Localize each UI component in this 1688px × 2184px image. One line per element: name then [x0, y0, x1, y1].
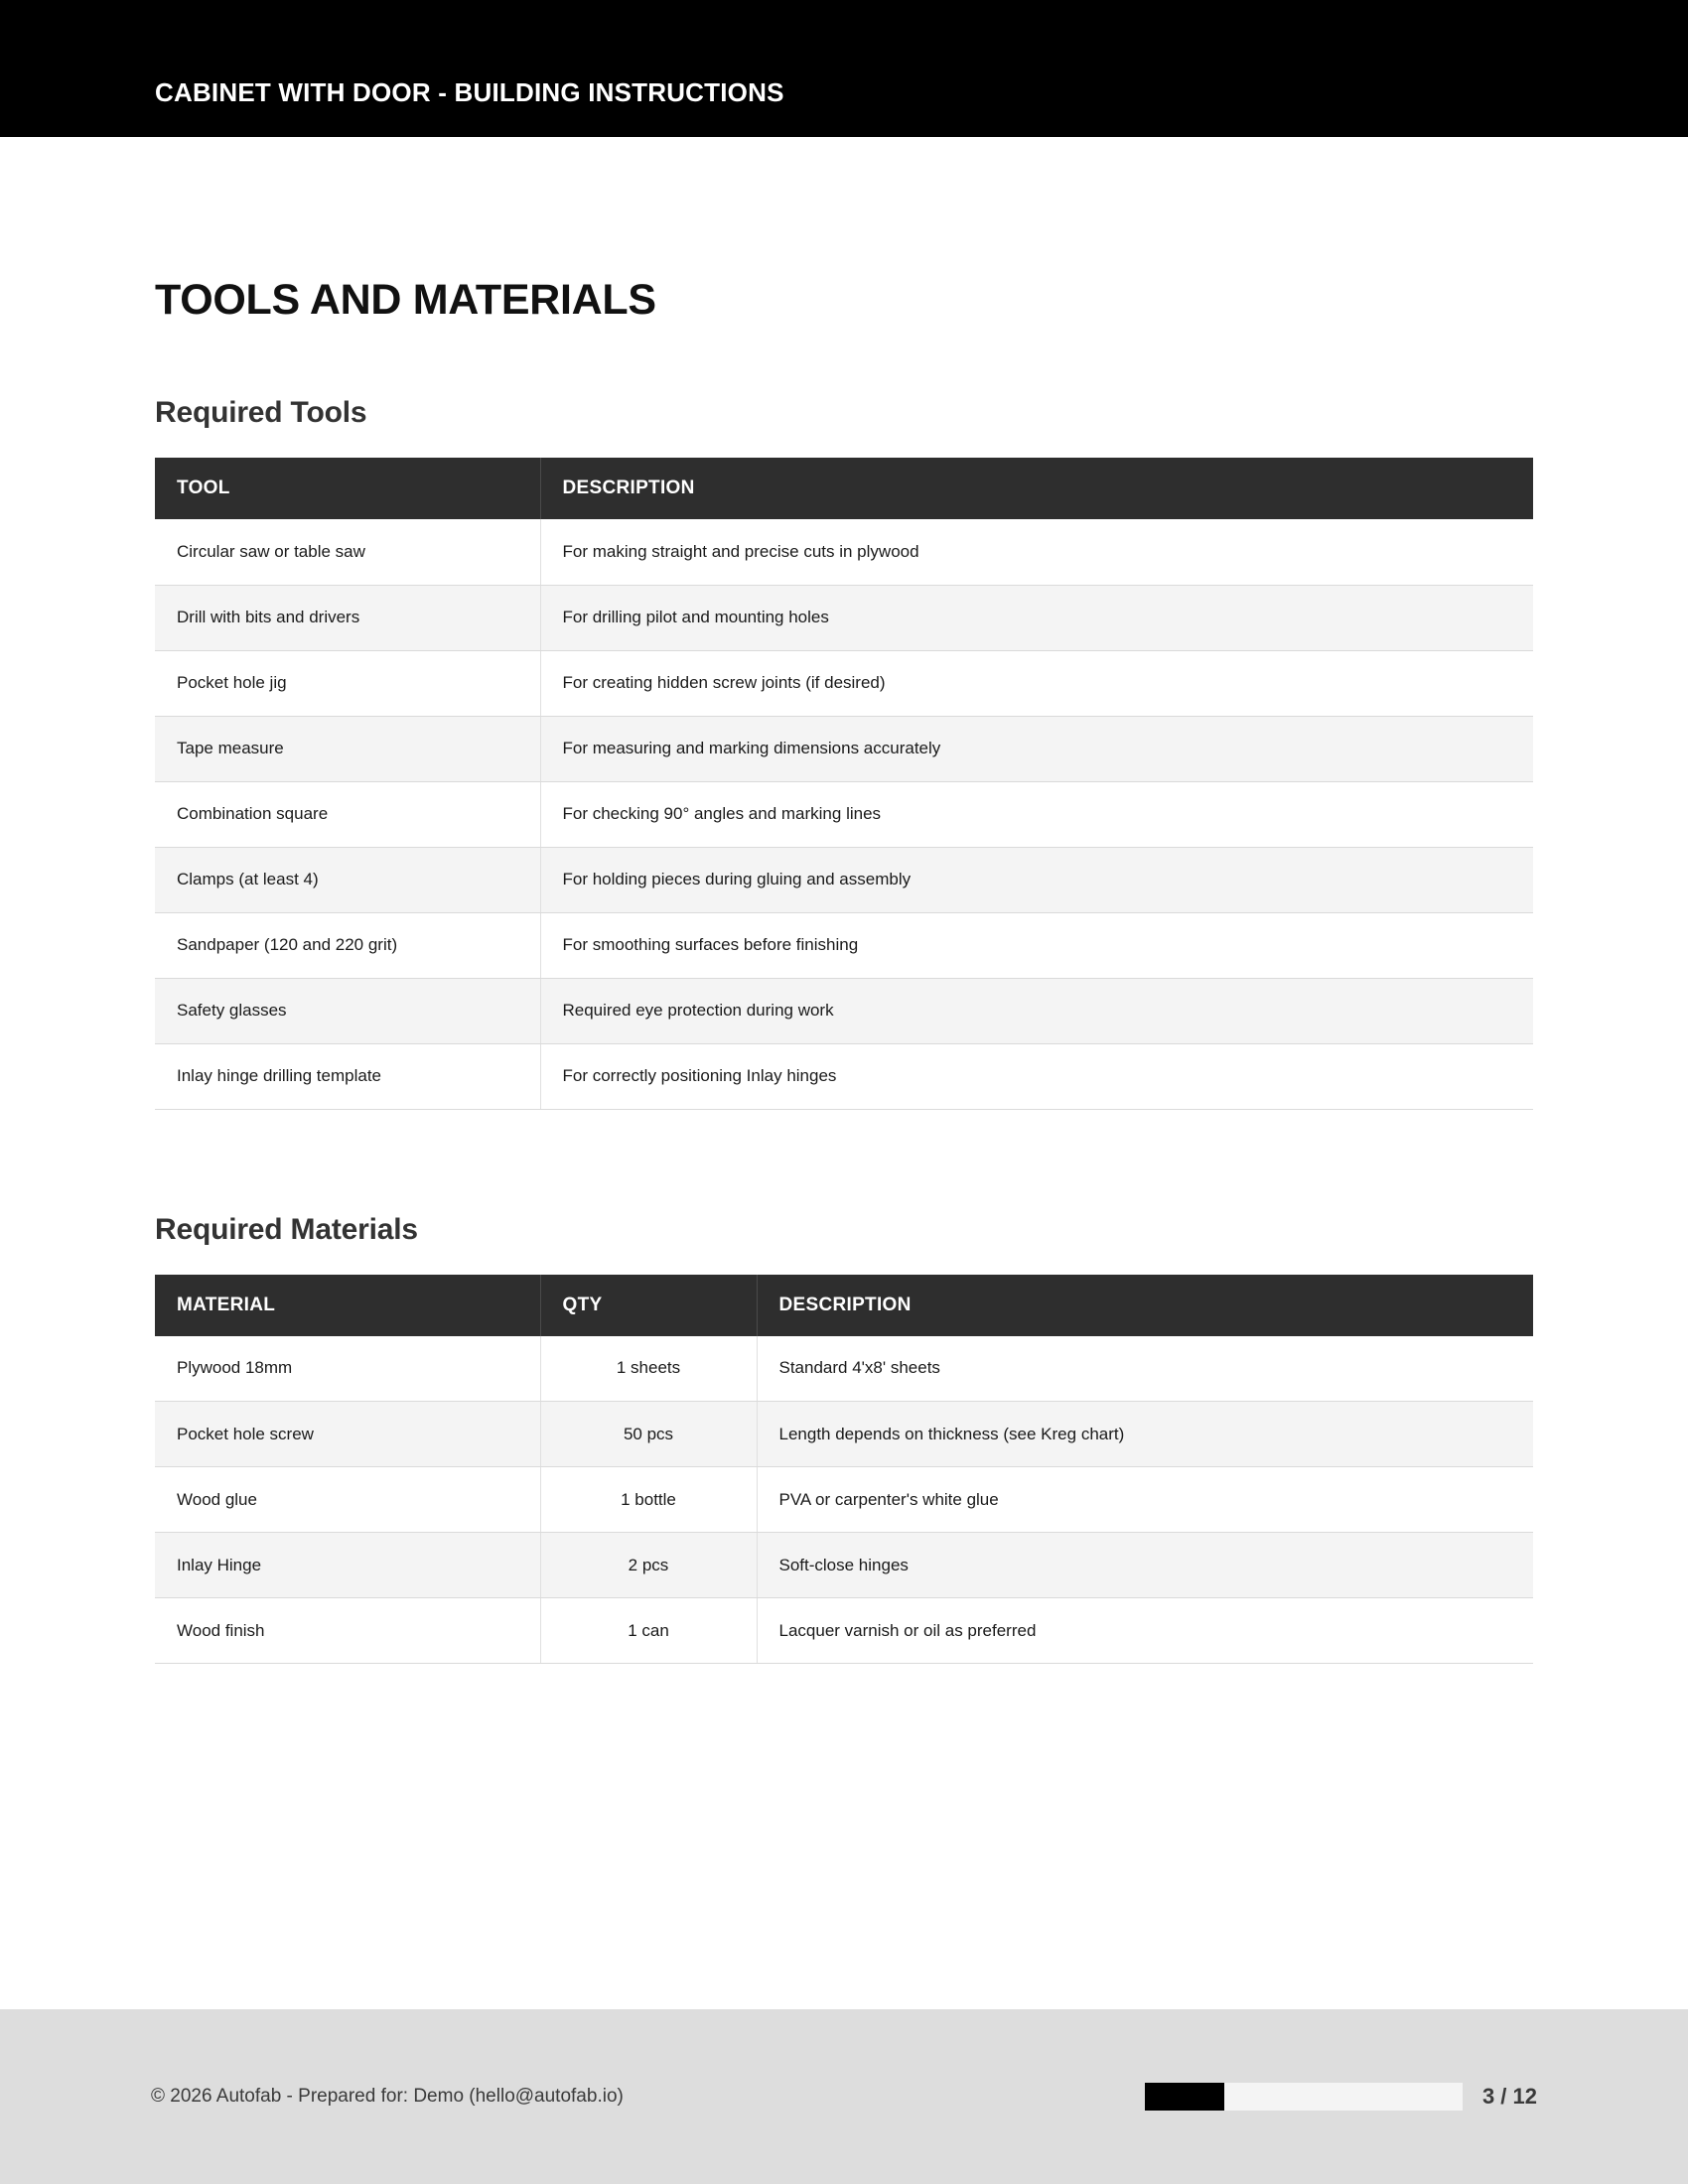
materials-col-header-material: MATERIAL — [155, 1275, 540, 1336]
table-row — [155, 781, 1533, 847]
material-qty-cell: 2 pcs — [540, 1533, 757, 1598]
material-description-cell: Soft-close hinges — [757, 1533, 1533, 1598]
material-name-cell: Pocket hole screw — [155, 1402, 540, 1467]
tools-table-body — [155, 519, 1533, 1109]
tool-description-cell: For measuring and marking dimensions accurately — [540, 716, 1533, 781]
materials-col-header-description: DESCRIPTION — [757, 1275, 1533, 1336]
table-row — [155, 585, 1533, 650]
page-body — [0, 137, 1688, 2009]
tool-description-cell: For holding pieces during gluing and assembly — [540, 847, 1533, 912]
required-materials-heading: Required Materials — [155, 1212, 418, 1246]
tool-description-cell: For smoothing surfaces before finishing — [540, 912, 1533, 978]
tool-description-cell: For drilling pilot and mounting holes — [540, 585, 1533, 650]
tools-table — [155, 458, 1533, 1110]
material-name-cell: Wood finish — [155, 1598, 540, 1664]
document-header-title: CABINET WITH DOOR - BUILDING INSTRUCTIONS — [155, 77, 784, 107]
material-name-cell: Inlay Hinge — [155, 1533, 540, 1598]
page-title: TOOLS AND MATERIALS — [155, 276, 656, 324]
tool-name-cell: Safety glasses — [155, 978, 540, 1043]
material-description-cell: Length depends on thickness (see Kreg chart) — [757, 1402, 1533, 1467]
material-name-cell: Wood glue — [155, 1467, 540, 1533]
tool-description-cell: For checking 90° angles and marking lines — [540, 781, 1533, 847]
tool-name-cell: Inlay hinge drilling template — [155, 1043, 540, 1109]
page-progress-bar — [1145, 2083, 1463, 2111]
tool-name-cell: Circular saw or table saw — [155, 519, 540, 585]
required-tools-section — [155, 396, 1533, 1110]
materials-table-header-row — [155, 1275, 1533, 1336]
material-qty-cell: 1 bottle — [540, 1467, 757, 1533]
document-footer-band — [0, 2009, 1688, 2184]
tool-description-cell: Required eye protection during work — [540, 978, 1533, 1043]
table-row — [155, 1402, 1533, 1467]
tools-table-header-row — [155, 458, 1533, 519]
footer-progress-group — [1145, 2083, 1537, 2111]
material-qty-cell: 1 can — [540, 1598, 757, 1664]
materials-table-body — [155, 1336, 1533, 1664]
footer-copyright: © 2026 Autofab - Prepared for: Demo (hello@autofab.io) — [151, 2086, 624, 2107]
table-row — [155, 912, 1533, 978]
material-description-cell: PVA or carpenter's white glue — [757, 1467, 1533, 1533]
table-row — [155, 847, 1533, 912]
table-row — [155, 1336, 1533, 1402]
table-row — [155, 1043, 1533, 1109]
tool-name-cell: Sandpaper (120 and 220 grit) — [155, 912, 540, 978]
material-qty-cell: 1 sheets — [540, 1336, 757, 1402]
tool-name-cell: Tape measure — [155, 716, 540, 781]
material-description-cell: Standard 4'x8' sheets — [757, 1336, 1533, 1402]
tool-name-cell: Pocket hole jig — [155, 650, 540, 716]
page-progress-fill — [1145, 2083, 1224, 2111]
materials-table — [155, 1275, 1533, 1665]
table-row — [155, 716, 1533, 781]
materials-col-header-qty: QTY — [540, 1275, 757, 1336]
tool-description-cell: For correctly positioning Inlay hinges — [540, 1043, 1533, 1109]
tool-description-cell: For creating hidden screw joints (if desired) — [540, 650, 1533, 716]
tool-name-cell: Drill with bits and drivers — [155, 585, 540, 650]
material-description-cell: Lacquer varnish or oil as preferred — [757, 1598, 1533, 1664]
page-number-indicator: 3 / 12 — [1481, 2084, 1537, 2109]
tool-name-cell: Combination square — [155, 781, 540, 847]
table-row — [155, 519, 1533, 585]
materials-table-head — [155, 1275, 1533, 1336]
tools-col-header-description: DESCRIPTION — [540, 458, 1533, 519]
table-row — [155, 1467, 1533, 1533]
tools-col-header-tool: TOOL — [155, 458, 540, 519]
material-name-cell: Plywood 18mm — [155, 1336, 540, 1402]
tool-description-cell: For making straight and precise cuts in plywood — [540, 519, 1533, 585]
page-content — [155, 276, 1533, 1664]
required-materials-section — [155, 1213, 1533, 1665]
table-row — [155, 1598, 1533, 1664]
table-row — [155, 1533, 1533, 1598]
tool-name-cell: Clamps (at least 4) — [155, 847, 540, 912]
table-row — [155, 650, 1533, 716]
document-header-band — [0, 0, 1688, 137]
tools-table-head — [155, 458, 1533, 519]
required-tools-heading: Required Tools — [155, 396, 367, 429]
table-row — [155, 978, 1533, 1043]
material-qty-cell: 50 pcs — [540, 1402, 757, 1467]
